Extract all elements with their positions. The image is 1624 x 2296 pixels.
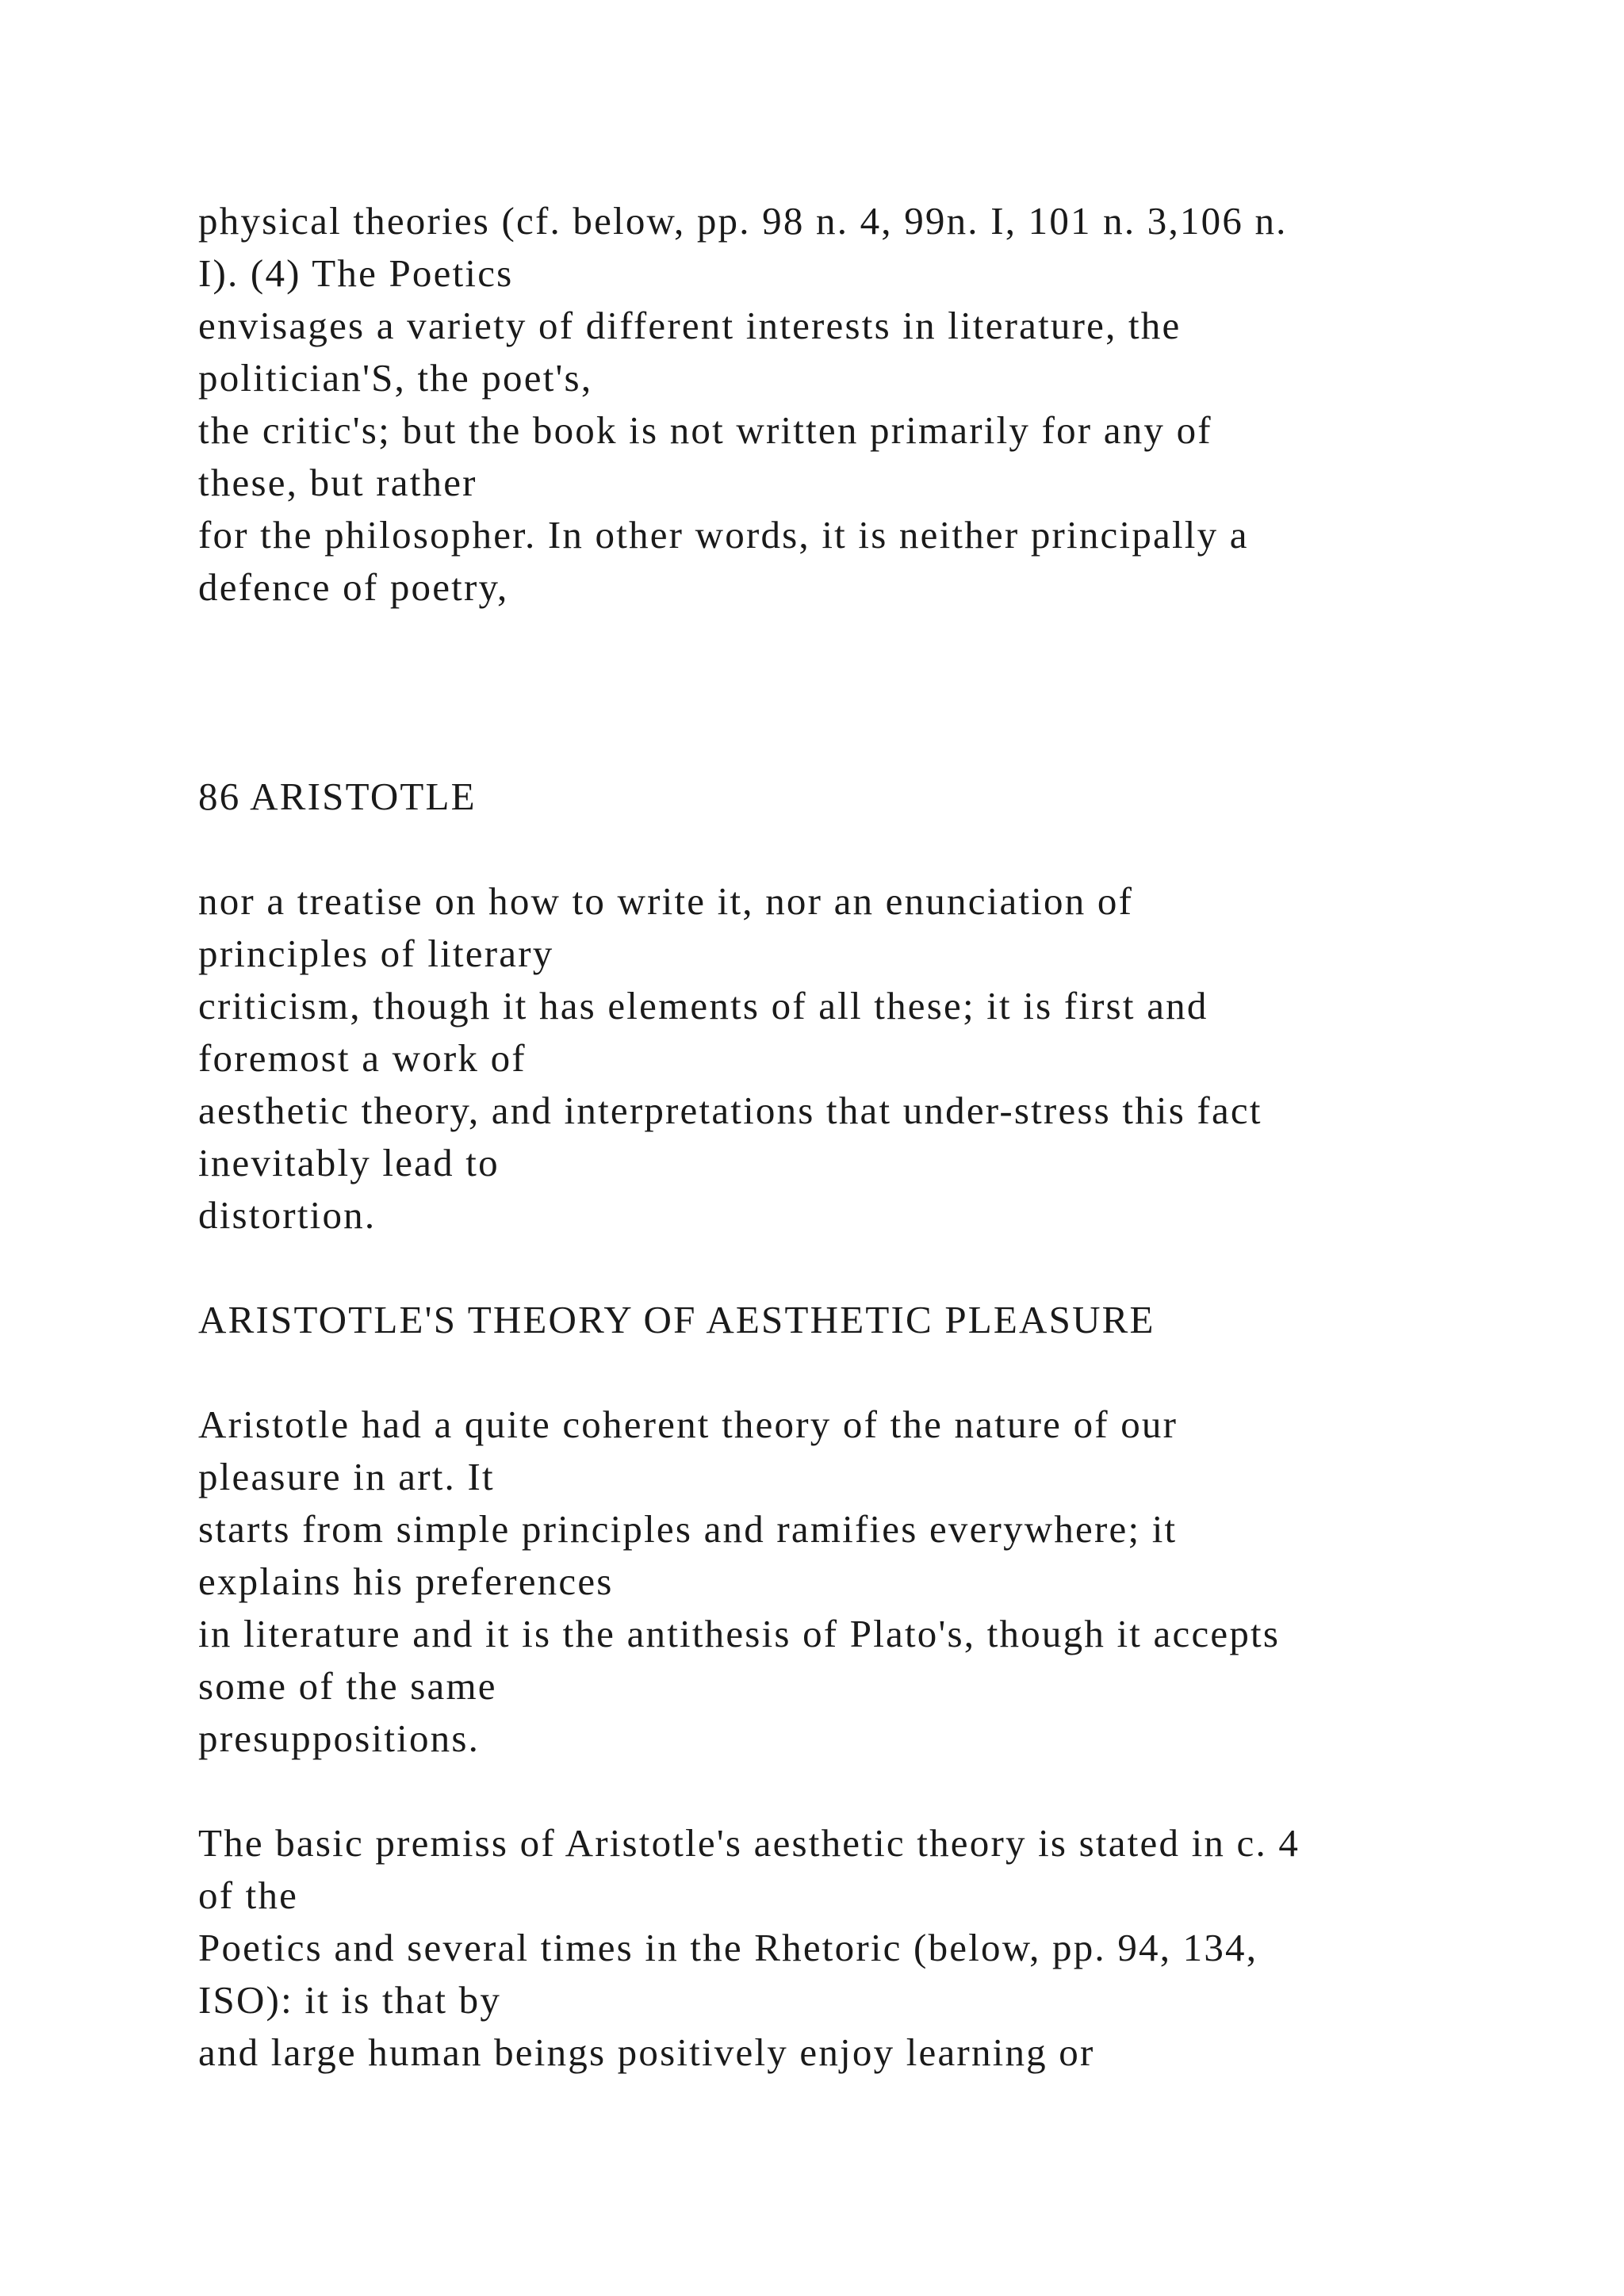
text-line: starts from simple principles and ramifies everywhere; it [198, 1507, 1178, 1551]
text-line: foremost a work of [198, 1036, 527, 1080]
text-line: the critic's; but the book is not written primarily for any of [198, 408, 1212, 452]
text-line: politician'S, the poet's, [198, 356, 593, 400]
text-line: inevitably lead to [198, 1141, 500, 1184]
text-line: some of the same [198, 1664, 497, 1708]
text-line: pleasure in art. It [198, 1455, 495, 1498]
text-line: ISO): it is that by [198, 1978, 502, 2022]
section-heading: ARISTOTLE'S THEORY OF AESTHETIC PLEASURE [198, 1298, 1155, 1341]
text-line: for the philosopher. In other words, it is neither principally a [198, 513, 1249, 557]
text-line: principles of literary [198, 932, 554, 975]
text-line: envisages a variety of different interests in literature, the [198, 304, 1182, 347]
text-line: aesthetic theory, and interpretations that under-stress this fact [198, 1089, 1262, 1132]
text-line: The basic premiss of Aristotle's aesthetic theory is stated in c. 4 [198, 1821, 1300, 1865]
text-line: of the [198, 1873, 299, 1917]
text-line: nor a treatise on how to write it, nor an enunciation of [198, 879, 1134, 923]
text-line: physical theories (cf. below, pp. 98 n. 4, 99n. I, 101 n. 3,106 n. [198, 199, 1288, 243]
text-line: presuppositions. [198, 1716, 481, 1760]
text-line: these, but rather [198, 461, 477, 504]
text-line: defence of poetry, [198, 565, 509, 609]
text-line: I). (4) The Poetics [198, 251, 514, 295]
text-line: in literature and it is the antithesis of Plato's, though it accepts [198, 1612, 1281, 1655]
text-line: explains his preferences [198, 1559, 614, 1603]
text-line: criticism, though it has elements of all these; it is first and [198, 984, 1208, 1027]
text-line: Poetics and several times in the Rhetoric (below, pp. 94, 134, [198, 1926, 1258, 1969]
text-line: Aristotle had a quite coherent theory of the nature of our [198, 1402, 1178, 1446]
text-line: and large human beings positively enjoy learning or [198, 2030, 1095, 2074]
text-line: distortion. [198, 1193, 377, 1237]
page-header: 86 ARISTOTLE [198, 775, 477, 818]
